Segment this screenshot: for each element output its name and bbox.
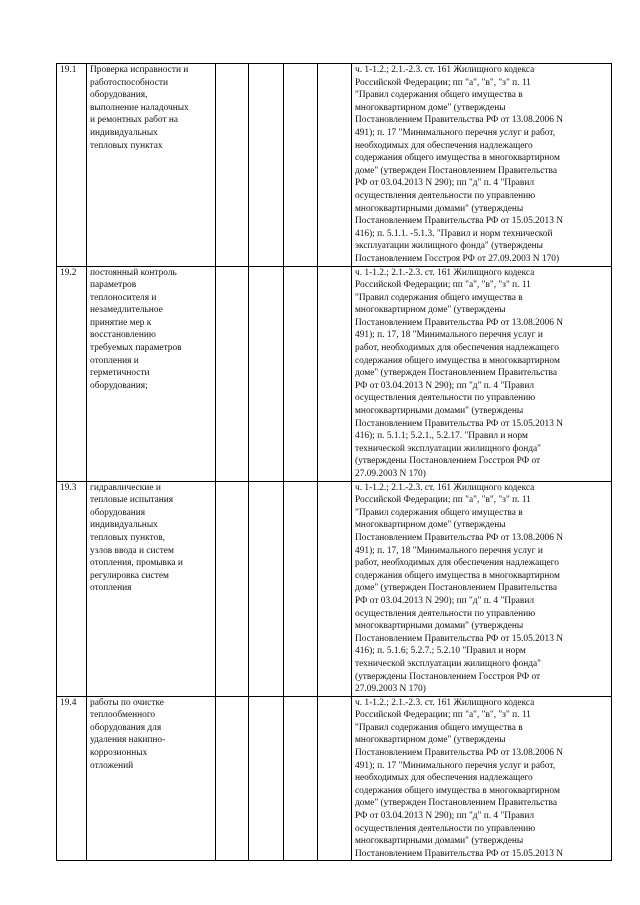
work-description: гидравлические и тепловые испытания оборудования индивидуальных тепловых пунктов, узлов ввода и систем отопления, промывка и регулировка систем отопления <box>87 481 216 696</box>
empty-cell <box>284 696 318 861</box>
table-row <box>57 64 612 267</box>
legal-basis: ч. 1-1.2.; 2.1.-2.3. ст. 161 Жилищного кодекса Российской Федерации; пп "а", "в", "з" п. 11 "Правил содержания общего имущества в многоквартирном доме" (утверждены Постановлением Правительства РФ от 13.08.2006 N 491); п. 17 "Минимального перечня услуг и работ, необходимых для обеспечения надлежащего содержания общего имущества в многоквартирном доме" (утвержден Постановлением Правительства РФ от 03.04.2013 N 290); пп "д" п. 4 "Правил осуществления деятельности по управлению многоквартирными домами" (утверждены Постановлением Правительства РФ от 15.05.2013 N <box>352 696 612 861</box>
empty-cell <box>216 64 249 267</box>
empty-cell <box>216 696 249 861</box>
work-description: работы по очистке теплообменного оборудования для удаления накипно- коррозионных отложений <box>87 696 216 861</box>
empty-cell <box>318 64 352 267</box>
row-number: 19.3 <box>57 481 87 696</box>
row-number: 19.1 <box>57 64 87 267</box>
work-description: постоянный контроль параметров теплоносителя и незамедлительное принятие мер к восстановлению требуемых параметров отопления и герметичности оборудования; <box>87 266 216 481</box>
work-description: Проверка исправности и работоспособности оборудования, выполнение наладочных и ремонтных работ на индивидуальных тепловых пунктах <box>87 64 216 267</box>
empty-cell <box>249 481 284 696</box>
empty-cell <box>249 64 284 267</box>
table-row <box>57 481 612 696</box>
empty-cell <box>318 266 352 481</box>
empty-cell <box>249 696 284 861</box>
row-number: 19.4 <box>57 696 87 861</box>
empty-cell <box>284 266 318 481</box>
legal-basis: ч. 1-1.2.; 2.1.-2.3. ст. 161 Жилищного кодекса Российской Федерации; пп "а", "в", "з" п. 11 "Правил содержания общего имущества в многоквартирном доме" (утверждены Постановлением Правительства РФ от 13.08.2006 N 491); п. 17, 18 "Минимального перечня услуг и работ, необходимых для обеспечения надлежащего содержания общего имущества в многоквартирном доме" (утвержден Постановлением Правительства РФ от 03.04.2013 N 290); пп "д" п. 4 "Правил осуществления деятельности по управлению многоквартирными домами" (утверждены Постановлением Правительства РФ от 15.05.2013 N 416); п. 5.1.6; 5.2.7.; 5.2.10 "Правил и норм технической эксплуатации жилищного фонда" (утверждены Постановлением Госстроя РФ от 27.09.2003 N 170) <box>352 481 612 696</box>
empty-cell <box>284 481 318 696</box>
table-row <box>57 696 612 861</box>
empty-cell <box>318 481 352 696</box>
empty-cell <box>318 696 352 861</box>
table-row <box>57 266 612 481</box>
empty-cell <box>216 481 249 696</box>
legal-basis: ч. 1-1.2.; 2.1.-2.3. ст. 161 Жилищного кодекса Российской Федерации; пп "а", "в", "з" п. 11 "Правил содержания общего имущества в многоквартирном доме" (утверждены Постановлением Правительства РФ от 13.08.2006 N 491); п. 17 "Минимального перечня услуг и работ, необходимых для обеспечения надлежащего содержания общего имущества в многоквартирном доме" (утвержден Постановлением Правительства РФ от 03.04.2013 N 290); пп "д" п. 4 "Правил осуществления деятельности по управлению многоквартирными домами" (утверждены Постановлением Правительства РФ от 15.05.2013 N 416); п. 5.1.1. -5.1.3. "Правил и норм технической эксплуатации жилищного фонда" (утверждены Постановлением Госстроя РФ от 27.09.2003 N 170) <box>352 64 612 267</box>
empty-cell <box>216 266 249 481</box>
empty-cell <box>249 266 284 481</box>
document-table <box>56 63 612 861</box>
legal-basis: ч. 1-1.2.; 2.1.-2.3. ст. 161 Жилищного кодекса Российской Федерации; пп "а", "в", "з" п. 11 "Правил содержания общего имущества в многоквартирном доме" (утверждены Постановлением Правительства РФ от 13.08.2006 N 491); п. 17, 18 "Минимального перечня услуг и работ, необходимых для обеспечения надлежащего содержания общего имущества в многоквартирном доме" (утвержден Постановлением Правительства РФ от 03.04.2013 N 290); пп "д" п. 4 "Правил осуществления деятельности по управлению многоквартирными домами" (утверждены Постановлением Правительства РФ от 15.05.2013 N 416); п. 5.1.1; 5.2.1., 5.2.17. "Правил и норм технической эксплуатации жилищного фонда" (утверждены Постановлением Госстроя РФ от 27.09.2003 N 170) <box>352 266 612 481</box>
empty-cell <box>284 64 318 267</box>
row-number: 19.2 <box>57 266 87 481</box>
